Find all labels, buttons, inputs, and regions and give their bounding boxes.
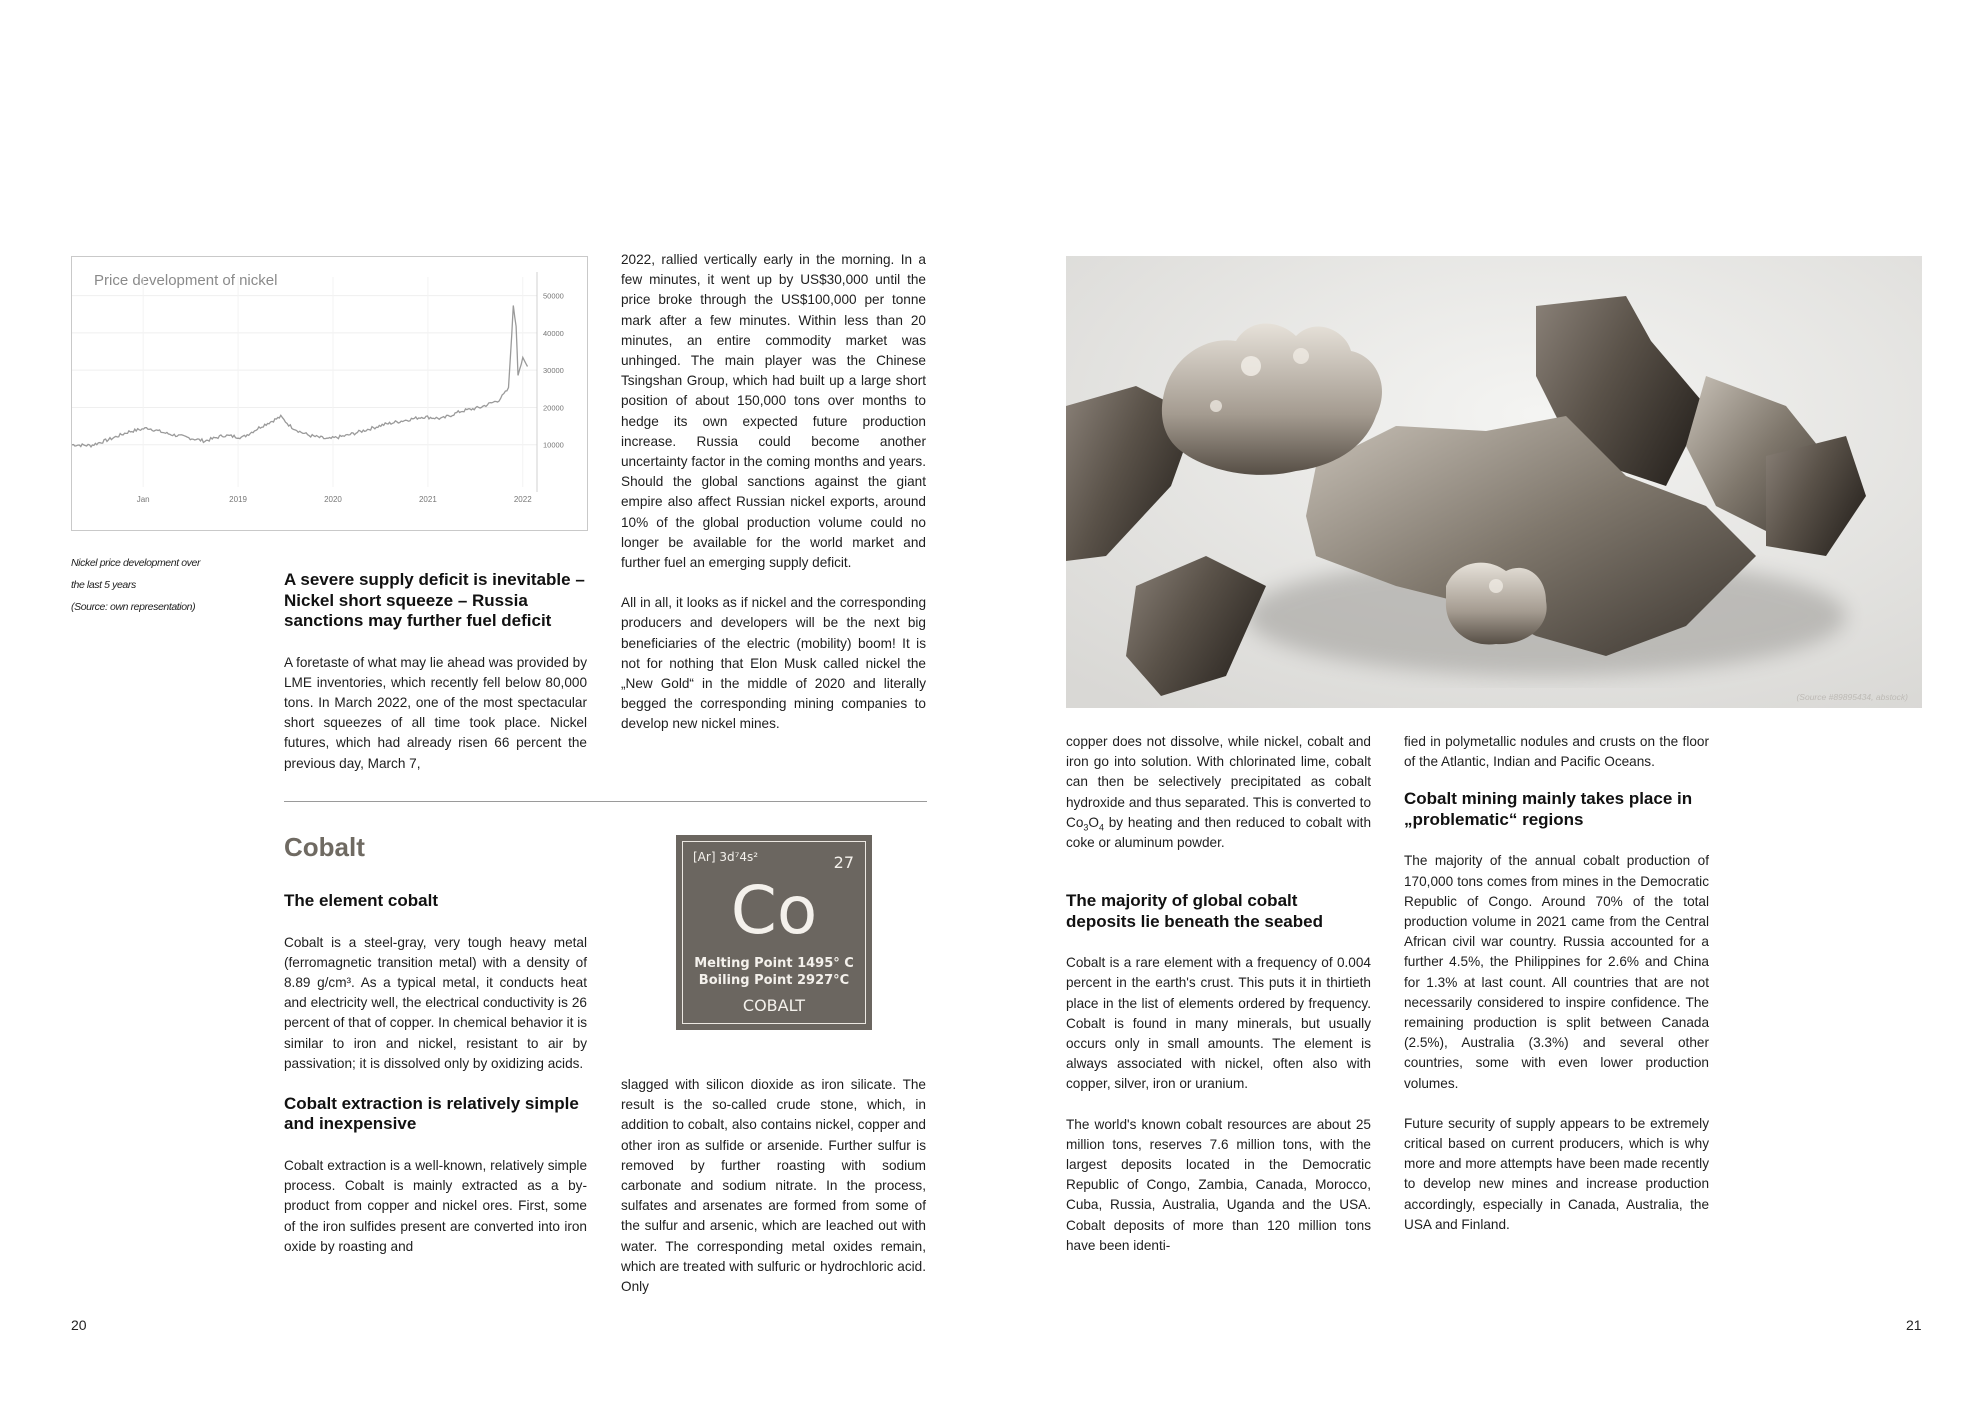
seabed-deposits-heading: The majority of global cobalt deposits lie beneath the seabed: [1066, 891, 1323, 931]
nickel-price-line: [72, 306, 528, 447]
right-column-2: [1404, 732, 1709, 1235]
chart-canvas: [72, 257, 587, 530]
oxygen-symbol: O: [1088, 814, 1099, 830]
page-number-left: 20: [71, 1317, 87, 1333]
element-cobalt-heading: The element cobalt: [284, 891, 438, 910]
section-divider: [284, 801, 927, 802]
chart-title: Price development of nickel: [94, 272, 278, 289]
paragraph: slagged with silicon dioxide as iron silicate. The result is the so-called crude stone, which, in addition to cobalt, also contains nickel, copper and other iron as sulfide or arsenide. Further sulfur is removed by further roasting with sodium carbonate and sodium nitrate. In the process, sulfates and arsenates are formed from some of the sulfur and arsenic, which are leached out with water. The corresponding metal oxides remain, which are treated with sulfuric or hydrochloric acid. Only: [621, 1077, 926, 1295]
x-tick-label: 2021: [418, 495, 437, 504]
y-tick-label: 30000: [543, 366, 564, 376]
cobalt-column-1: [284, 891, 587, 1257]
atomic-number: 27: [833, 853, 854, 872]
cobalt-metal-illustration: [1066, 256, 1922, 708]
paragraph: Future security of supply appears to be extremely critical based on current producers, which is why more and more attempts have been made recently to develop new mines and increase production accordingly, especially in Canada, Australia, the USA and Finland.: [1404, 1115, 1709, 1232]
subscript: 3: [1083, 822, 1089, 833]
paragraph: Cobalt extraction is a well-known, relatively simple process. Cobalt is mainly extracted as a by-product from copper and nickel ores. First, some of the iron sulfides present are converted into iron oxide by roasting and: [284, 1157, 587, 1254]
mining-regions-heading: Cobalt mining mainly takes place in „problematic“ regions: [1404, 789, 1693, 829]
subscript: 4: [1098, 822, 1104, 833]
paragraph: 2022, rallied vertically early in the morning. In a few minutes, it went up by US$30,000 until the price broke through the US$100,000 per tonne mark after a few minutes. Within less than 20 minutes, an entire commodity market was unhinged. The main player was the Chinese Tsingshan Group, which had built up a large short position of about 150,000 tons over months to hedge its own expected future production increase. Russia could become another uncertainty factor in the coming months and years. Should the global sanctions against the giant empire also affect Russian nickel exports, around 10% of the global production volume could no longer be available for the world market and further fuel an emerging supply deficit.: [621, 252, 926, 571]
paragraph: Cobalt is a rare element with a frequency of 0.004 percent in the earth's crust. This puts it in thirtieth place in the list of elements ordered by frequency. Cobalt is found in many minerals, but usually occurs only in small amounts. The element is always associated with nickel, often also with copper, silver, iron or uranium.: [1066, 955, 1371, 1092]
right-column-1: [1066, 732, 1371, 1256]
element-symbol: Co: [730, 872, 818, 949]
paragraph: Cobalt is a steel-gray, very tough heavy metal (ferromagnetic transition metal) with a density of 8.89 g/cm³. As a typical metal, it conducts heat and electricity well, the electrical conductivity is 26 percent of that of copper. In chemical behavior it is similar to iron and nickel, resistant to air by passivation; it is dissolved only by oxidizing acids.: [284, 934, 588, 1071]
cobalt-section-title: [284, 832, 365, 863]
caption-line: the last 5 years: [71, 579, 136, 591]
cobalt-title: Cobalt: [284, 832, 365, 862]
x-tick-label: 2020: [324, 495, 342, 504]
melting-point: Melting Point 1495° C: [694, 956, 854, 971]
extraction-heading: Cobalt extraction is relatively simple and inexpensive: [284, 1093, 579, 1134]
y-tick-label: 20000: [543, 403, 564, 413]
x-tick-label: Jan: [136, 495, 150, 504]
chart-caption: [71, 552, 221, 618]
cobalt-column-2: [621, 1075, 926, 1297]
paragraph: [1066, 732, 1371, 853]
paragraph: All in all, it looks as if nickel and the corresponding producers and developers will be the next big beneficiaries of the electric (mobility) boom! It is not for nothing that Elon Musk called nickel the „New Gold“ in the middle of 2020 and literally begged the corresponding mining companies to develop new nickel mines.: [621, 595, 926, 732]
supply-deficit-heading: A severe supply deficit is inevitable – Nickel short squeeze – Russia sanctions may further fuel deficit: [284, 570, 585, 630]
boiling-point: Boiling Point 2927°C: [698, 973, 850, 988]
paragraph: The majority of the annual cobalt production of 170,000 tons comes from mines in the Democratic Republic of Congo. Around 70% of the total production volume in 2021 came from the Central African civil war country. Russia accounted for a further 4.5%, the Philippines for 2.6% and China for 1.3% at last count. All countries that are not necessarily considered to inspire confidence. The remaining production is split between Canada (2.5%), Australia (3.3%) and several other countries, some with even lower production volumes.: [1404, 853, 1709, 1091]
paragraph: fied in polymetallic nodules and crusts on the floor of the Atlantic, Indian and Pacific Oceans.: [1404, 734, 1709, 770]
y-tick-label: 40000: [543, 328, 564, 338]
photo-credit: (Source #89895434, abstock): [1796, 692, 1908, 702]
nickel-price-chart: [71, 256, 588, 531]
y-tick-label: 10000: [543, 440, 564, 450]
paragraph: The world's known cobalt resources are about 25 million tons, reserves 7.6 million tons, with the largest deposits located in the Democratic Republic of Congo, Zambia, Canada, Morocco, Cuba, Russia, Australia, Uganda and the USA. Cobalt deposits of more than 120 million tons have been identi-: [1066, 1116, 1371, 1253]
electron-configuration: [Ar] 3d⁷4s²: [693, 850, 759, 864]
caption-line: (Source: own representation): [71, 601, 196, 613]
element-name: COBALT: [742, 996, 806, 1015]
paragraph-text: copper does not dissolve, while nickel, cobalt and iron go into solution. With chlorinated lime, cobalt can then be selectively precipitated as cobalt hydroxide and thus separated. This is converted to Co: [1066, 734, 1371, 830]
caption-line: Nickel price development over: [71, 557, 201, 569]
nickel-column-1: [284, 570, 587, 774]
paragraph-text: by heating and then reduced to cobalt with coke or aluminum powder.: [1066, 814, 1371, 851]
x-tick-label: 2019: [229, 495, 247, 504]
paragraph: A foretaste of what may lie ahead was provided by LME inventories, which recently fell below 80,000 tons. In March 2022, one of the most spectacular short squeezes of all time took place. Nickel futures, which had already risen 66 percent the previous day, March 7,: [284, 654, 588, 771]
y-tick-label: 50000: [543, 291, 564, 301]
cobalt-element-tile: [676, 835, 872, 1030]
x-tick-label: 2022: [513, 495, 532, 504]
nickel-column-2: [621, 250, 926, 735]
cobalt-photo: [1066, 256, 1922, 708]
page-number-right: 21: [1906, 1317, 1922, 1333]
